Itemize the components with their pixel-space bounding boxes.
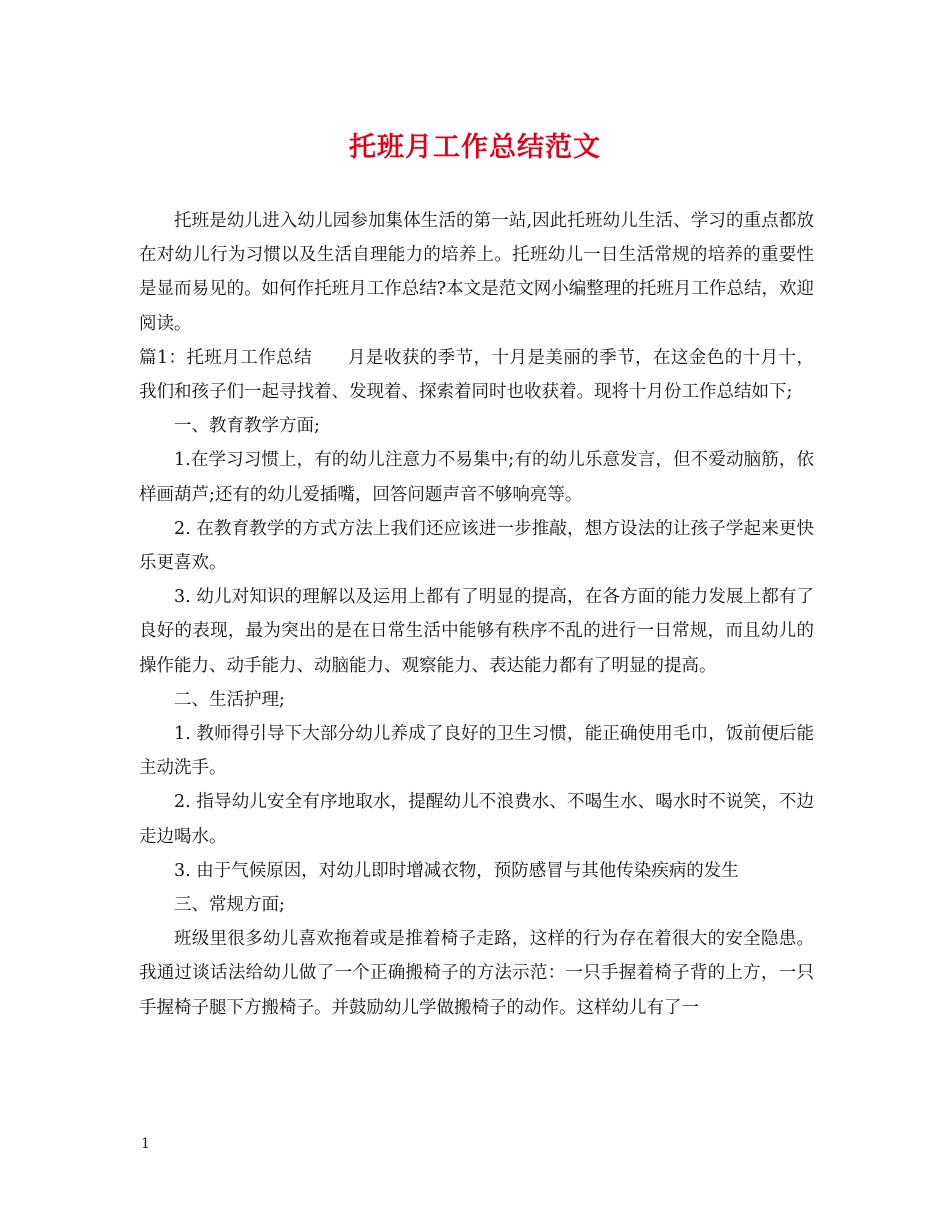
paragraph-teaching-1: 1.在学习习惯上，有的幼儿注意力不易集中;有的幼儿乐意发言，但不爱动脑筋，依样画葫芦;还有的幼儿爱插嘴，回答问题声音不够响亮等。 — [139, 450, 814, 505]
paragraph-routine-1: 班级里很多幼儿喜欢拖着或是推着椅子走路，这样的行为存在着很大的安全隐患。我通过谈话法给幼儿做了一个正确搬椅子的方法示范：一只手握着椅子背的上方，一只手握椅子腿下方搬椅子。并鼓励幼儿学做搬椅子的动作。这样幼儿有了一 — [139, 929, 814, 1018]
paragraph-intro: 托班是幼儿进入幼儿园参加集体生活的第一站,因此托班幼儿生活、学习的重点都放在对幼儿行为习惯以及生活自理能力的培养上。托班幼儿一日生活常规的培养的重要性是显而易见的。如何作托班月工作总结?本文是范文网小编整理的托班月工作总结，欢迎阅读。 — [139, 211, 814, 334]
section-heading-life-care: 二、生活护理; — [174, 689, 285, 710]
section-heading-teaching: 一、教育教学方面; — [174, 416, 320, 437]
document-title: 托班月工作总结范文 — [349, 132, 601, 163]
paragraph-care-1: 1. 教师得引导下大部分幼儿养成了良好的卫生习惯，能正确使用毛巾，饭前便后能主动洗手。 — [139, 724, 814, 779]
page-number: 1 — [141, 1136, 150, 1152]
section-heading-routine: 三、常规方面; — [174, 895, 285, 916]
paragraph-teaching-3: 3. 幼儿对知识的理解以及运用上都有了明显的提高，在各方面的能力发展上都有了良好的表现，最为突出的是在日常生活中能够有秩序不乱的进行一日常规，而且幼儿的操作能力、动手能力、动脑能力、观察能力、表达能力都有了明显的提高。 — [139, 587, 814, 676]
paragraph-care-2: 2. 指导幼儿安全有序地取水，提醒幼儿不浪费水、不喝生水、喝水时不说笑，不边走边喝水。 — [139, 792, 814, 847]
paragraph-article-1-opening: 篇1：托班月工作总结 月是收获的季节，十月是美丽的季节，在这金色的十月十，我们和孩子们一起寻找着、发现着、探索着同时也收获着。现将十月份工作总结如下; — [139, 347, 814, 403]
paragraph-care-3: 3. 由于气候原因，对幼儿即时增减衣物，预防感冒与其他传染疾病的发生 — [174, 860, 739, 881]
paragraph-teaching-2: 2. 在教育教学的方式方法上我们还应该进一步推敲，想方设法的让孩子学起来更快乐更喜欢。 — [139, 518, 814, 574]
document-body — [139, 204, 814, 1025]
